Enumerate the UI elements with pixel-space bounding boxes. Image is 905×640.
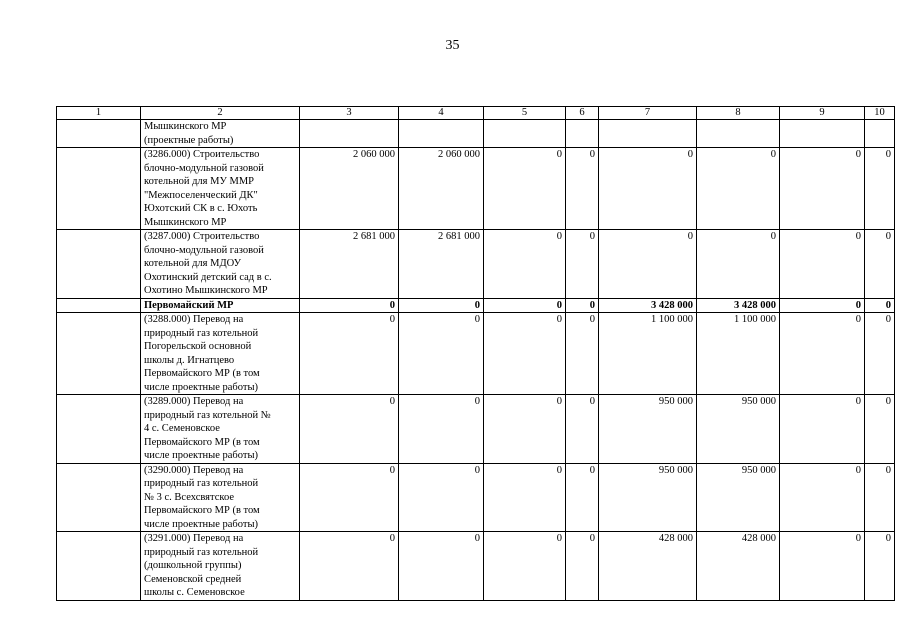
row-description-cell: Мышкинского МР (проектные работы) — [141, 120, 300, 148]
column-header: 8 — [697, 107, 780, 120]
value-cell-col-10: 0 — [865, 395, 895, 464]
value-cell-col-5: 0 — [484, 313, 566, 395]
value-cell-col-6 — [566, 120, 599, 148]
value-cell-col-9: 0 — [780, 230, 865, 299]
value-cell-col-7: 0 — [599, 148, 697, 230]
value-cell-col-6: 0 — [566, 313, 599, 395]
value-cell-col-6: 0 — [566, 298, 599, 313]
table-row — [57, 148, 895, 230]
value-cell-col-9: 0 — [780, 148, 865, 230]
value-cell-col-4: 0 — [399, 532, 484, 601]
value-cell-col-10 — [865, 120, 895, 148]
row-description-cell: (3286.000) Строительство блочно-модульной газовой котельной для МУ ММР "Межпоселенческий ДК" Юхотский СК в с. Юхоть Мышкинского МР — [141, 148, 300, 230]
row-description-cell: (3290.000) Перевод на природный газ котельной № 3 с. Всехсвятское Первомайского МР (в том числе проектные работы) — [141, 463, 300, 532]
value-cell-col-5: 0 — [484, 395, 566, 464]
value-cell-col-10: 0 — [865, 148, 895, 230]
value-cell-col-9: 0 — [780, 463, 865, 532]
value-cell-col-10: 0 — [865, 298, 895, 313]
value-cell-col-3: 0 — [300, 313, 399, 395]
row-code-cell — [57, 532, 141, 601]
value-cell-col-8: 1 100 000 — [697, 313, 780, 395]
row-description-cell: Первомайский МР — [141, 298, 300, 313]
value-cell-col-6: 0 — [566, 148, 599, 230]
subtotal-row — [57, 298, 895, 313]
row-code-cell — [57, 230, 141, 299]
row-code-cell — [57, 120, 141, 148]
table-row — [57, 463, 895, 532]
value-cell-col-3: 2 060 000 — [300, 148, 399, 230]
table-header-row — [57, 107, 895, 120]
column-header: 9 — [780, 107, 865, 120]
value-cell-col-6: 0 — [566, 230, 599, 299]
value-cell-col-8: 0 — [697, 148, 780, 230]
value-cell-col-8: 428 000 — [697, 532, 780, 601]
column-header: 10 — [865, 107, 895, 120]
value-cell-col-9 — [780, 120, 865, 148]
value-cell-col-4: 0 — [399, 298, 484, 313]
value-cell-col-7: 428 000 — [599, 532, 697, 601]
column-header: 1 — [57, 107, 141, 120]
row-code-cell — [57, 395, 141, 464]
value-cell-col-6: 0 — [566, 395, 599, 464]
value-cell-col-3 — [300, 120, 399, 148]
value-cell-col-9: 0 — [780, 532, 865, 601]
row-code-cell — [57, 298, 141, 313]
value-cell-col-10: 0 — [865, 313, 895, 395]
column-header: 3 — [300, 107, 399, 120]
column-header: 4 — [399, 107, 484, 120]
value-cell-col-4: 0 — [399, 313, 484, 395]
row-code-cell — [57, 148, 141, 230]
value-cell-col-3: 0 — [300, 395, 399, 464]
value-cell-col-9: 0 — [780, 313, 865, 395]
value-cell-col-5: 0 — [484, 532, 566, 601]
value-cell-col-4 — [399, 120, 484, 148]
row-description-cell: (3288.000) Перевод на природный газ котельной Погорельской основной школы д. Игнатцево Первомайского МР (в том числе проектные работы) — [141, 313, 300, 395]
value-cell-col-3: 0 — [300, 532, 399, 601]
value-cell-col-7: 0 — [599, 230, 697, 299]
value-cell-col-10: 0 — [865, 463, 895, 532]
row-description-cell: (3291.000) Перевод на природный газ котельной (дошкольной группы) Семеновской средней школы с. Семеновское — [141, 532, 300, 601]
column-header: 5 — [484, 107, 566, 120]
value-cell-col-6: 0 — [566, 532, 599, 601]
value-cell-col-3: 0 — [300, 463, 399, 532]
column-header: 2 — [141, 107, 300, 120]
row-code-cell — [57, 463, 141, 532]
table-row — [57, 395, 895, 464]
value-cell-col-10: 0 — [865, 230, 895, 299]
table-row — [57, 230, 895, 299]
column-header: 7 — [599, 107, 697, 120]
budget-table — [56, 106, 895, 601]
value-cell-col-7 — [599, 120, 697, 148]
column-header: 6 — [566, 107, 599, 120]
value-cell-col-3: 0 — [300, 298, 399, 313]
value-cell-col-5: 0 — [484, 230, 566, 299]
row-description-cell: (3287.000) Строительство блочно-модульной газовой котельной для МДОУ Охотинский детский сад в с. Охотино Мышкинского МР — [141, 230, 300, 299]
value-cell-col-4: 0 — [399, 395, 484, 464]
value-cell-col-8: 950 000 — [697, 463, 780, 532]
value-cell-col-8: 3 428 000 — [697, 298, 780, 313]
value-cell-col-7: 950 000 — [599, 463, 697, 532]
value-cell-col-8: 0 — [697, 230, 780, 299]
page-number: 35 — [445, 38, 460, 53]
value-cell-col-5: 0 — [484, 463, 566, 532]
value-cell-col-4: 2 060 000 — [399, 148, 484, 230]
value-cell-col-7: 3 428 000 — [599, 298, 697, 313]
table-row — [57, 313, 895, 395]
value-cell-col-8 — [697, 120, 780, 148]
value-cell-col-4: 0 — [399, 463, 484, 532]
table-row — [57, 120, 895, 148]
value-cell-col-9: 0 — [780, 298, 865, 313]
row-code-cell — [57, 313, 141, 395]
value-cell-col-7: 950 000 — [599, 395, 697, 464]
value-cell-col-5: 0 — [484, 148, 566, 230]
value-cell-col-7: 1 100 000 — [599, 313, 697, 395]
value-cell-col-10: 0 — [865, 532, 895, 601]
value-cell-col-4: 2 681 000 — [399, 230, 484, 299]
value-cell-col-3: 2 681 000 — [300, 230, 399, 299]
value-cell-col-5: 0 — [484, 298, 566, 313]
value-cell-col-9: 0 — [780, 395, 865, 464]
value-cell-col-6: 0 — [566, 463, 599, 532]
row-description-cell: (3289.000) Перевод на природный газ котельной № 4 с. Семеновское Первомайского МР (в том числе проектные работы) — [141, 395, 300, 464]
table-row — [57, 532, 895, 601]
value-cell-col-5 — [484, 120, 566, 148]
value-cell-col-8: 950 000 — [697, 395, 780, 464]
